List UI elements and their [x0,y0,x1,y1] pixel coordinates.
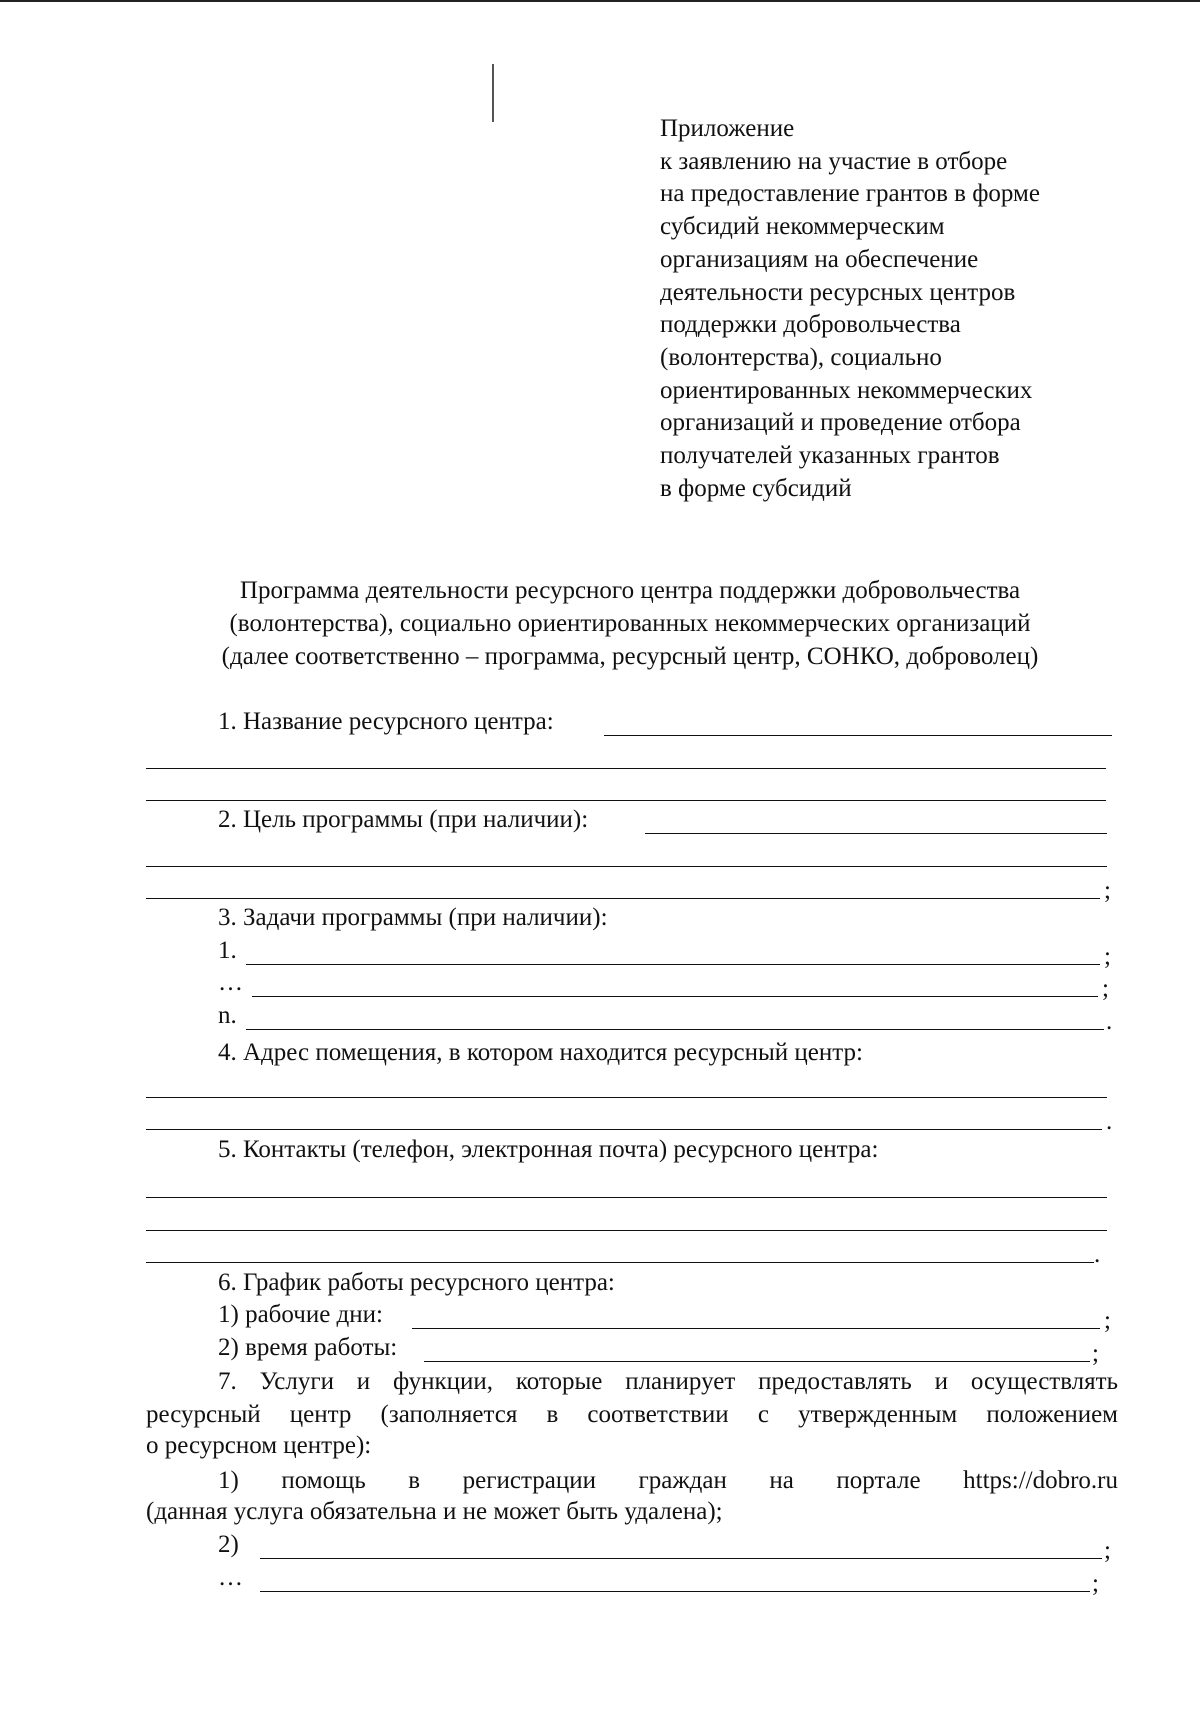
service-more-input-line[interactable] [260,1591,1090,1592]
service-more-label: … [218,1564,243,1591]
task-first-input-line[interactable] [246,964,1100,965]
contacts-input-line[interactable] [146,1197,1107,1198]
appendix-line: на предоставление грантов в форме [660,180,1040,208]
title-line: (волонтерства), социально ориентированных некоммерческих организаций [229,610,1031,637]
contacts-input-line[interactable] [146,1230,1107,1231]
tasks-label: 3. Задачи программы (при наличии): [218,904,608,931]
task-last-label: n. [218,1002,237,1029]
task-first-label: 1. [218,937,237,964]
task-mid-input-line[interactable] [252,996,1098,997]
task-mid-label: … [218,969,243,996]
period: . [1094,1241,1101,1268]
appendix-line: к заявлению на участие в отборе [660,147,1008,175]
service-2-input-line[interactable] [260,1558,1102,1559]
appendix-line: (волонтерства), социально [660,343,942,371]
appendix-line: организаций и проведение отбора [660,409,1021,437]
worktime-label: 2) время работы: [218,1334,398,1361]
workdays-label: 1) рабочие дни: [218,1301,383,1328]
service-1-line: 1) помощь в регистрации граждан на портале https://dobro.ru [218,1467,1118,1494]
semicolon: ; [1104,877,1111,904]
services-paragraph-line: о ресурсном центре): [146,1432,372,1459]
services-paragraph-line: ресурсный центр (заполняется в соответствии с утвержденным положением [146,1401,1118,1428]
semicolon: ; [1092,1340,1099,1367]
name-input-line[interactable] [146,800,1106,801]
goal-label: 2. Цель программы (при наличии): [218,806,589,833]
scan-mark [492,64,494,122]
name-label: 1. Название ресурсного центра: [218,708,554,735]
appendix-line: получателей указанных грантов [660,442,1000,470]
workdays-input-line[interactable] [412,1328,1100,1329]
appendix-line: поддержки добровольчества [660,311,961,339]
goal-input-line[interactable] [645,833,1107,834]
worktime-input-line[interactable] [424,1361,1090,1362]
scan-top-border [0,0,1200,2]
contacts-input-line[interactable] [146,1262,1094,1263]
name-input-line[interactable] [146,768,1106,769]
semicolon: ; [1104,943,1111,970]
period: . [1106,1108,1113,1135]
service-1-line: (данная услуга обязательна и не может быть удалена); [146,1498,723,1525]
name-input-line[interactable] [604,735,1112,736]
services-paragraph-line: 7. Услуги и функции, которые планирует предоставлять и осуществлять [218,1368,1118,1395]
title-line: Программа деятельности ресурсного центра поддержки добровольчества [239,577,1021,604]
address-label: 4. Адрес помещения, в котором находится ресурсный центр: [218,1039,863,1066]
goal-input-line[interactable] [146,898,1100,899]
appendix-note [660,113,1120,505]
appendix-line: организациям на обеспечение [660,245,979,273]
semicolon: ; [1092,1570,1099,1597]
address-input-line[interactable] [146,1097,1107,1098]
semicolon: ; [1104,1307,1111,1334]
title-line: (далее соответственно – программа, ресурсный центр, СОНКО, доброволец) [221,643,1039,670]
task-last-input-line[interactable] [246,1029,1104,1030]
contacts-label: 5. Контакты (телефон, электронная почта) ресурсного центра: [218,1136,879,1163]
service-2-label: 2) [218,1531,239,1558]
appendix-line: субсидий некоммерческим [660,213,945,241]
appendix-line: деятельности ресурсных центров [660,278,1016,306]
goal-input-line[interactable] [146,866,1107,867]
semicolon: ; [1104,1537,1111,1564]
appendix-line: Приложение [660,115,795,142]
address-input-line[interactable] [146,1129,1102,1130]
period: . [1106,1008,1113,1035]
document-title [140,574,1120,673]
appendix-line: в форме субсидий [660,474,852,502]
schedule-label: 6. График работы ресурсного центра: [218,1269,615,1296]
appendix-line: ориентированных некоммерческих [660,376,1033,404]
semicolon: ; [1102,975,1109,1002]
